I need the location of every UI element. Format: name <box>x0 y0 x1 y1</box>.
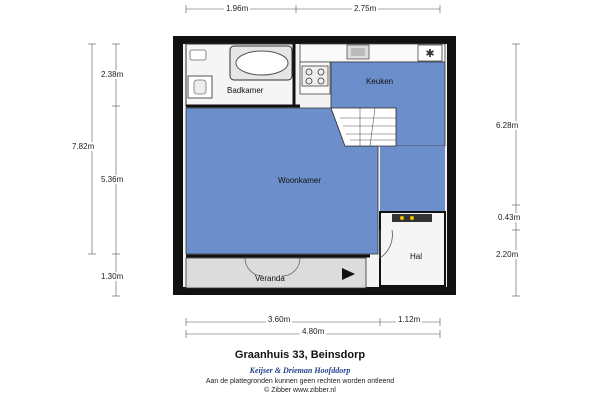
dim-left-4: 1.30m <box>101 272 124 281</box>
address-title: Graanhuis 33, Beinsdorp <box>234 349 366 361</box>
dim-bottom-1: 3.60m <box>268 315 291 324</box>
dim-right-2: 0.43m <box>498 213 521 222</box>
sink-icon <box>190 50 206 60</box>
disclaimer-text: Aan de plattegronden kunnen geen rechten worden ontleend <box>205 378 395 385</box>
svg-text:✱: ✱ <box>425 47 435 60</box>
kitchen-sink-icon <box>347 45 369 59</box>
dim-right-1: 6.28m <box>496 121 519 130</box>
room-label-hal: Hal <box>410 252 423 261</box>
dim-left-3: 5.36m <box>101 175 124 184</box>
stove-icon <box>302 66 328 86</box>
veranda-area <box>186 258 366 288</box>
dim-left-1: 2.38m <box>101 70 124 79</box>
copyright-text: © Zibber www.zibber.nl <box>264 387 336 394</box>
fridge-icon <box>418 45 442 61</box>
agency-name: Keijser & Drieman Hoofddorp <box>249 366 351 375</box>
room-label-veranda: Veranda <box>255 274 285 283</box>
dim-right-3: 2.20m <box>496 250 519 259</box>
toilet-icon <box>188 76 212 98</box>
room-label-badkamer: Badkamer <box>227 86 264 95</box>
room-label-keuken: Keuken <box>366 77 394 86</box>
dim-bottom-2: 1.12m <box>398 315 421 324</box>
hall-area <box>380 212 445 286</box>
dim-left-2: 7.82m <box>72 142 95 151</box>
meter-cupboard-icon <box>392 214 432 222</box>
dim-top-2: 2.75m <box>354 4 377 13</box>
bathtub-icon <box>230 46 292 80</box>
dim-bottom-3: 4.80m <box>302 327 325 336</box>
dim-top-1: 1.96m <box>226 4 249 13</box>
room-label-woonkamer: Woonkamer <box>278 176 321 185</box>
